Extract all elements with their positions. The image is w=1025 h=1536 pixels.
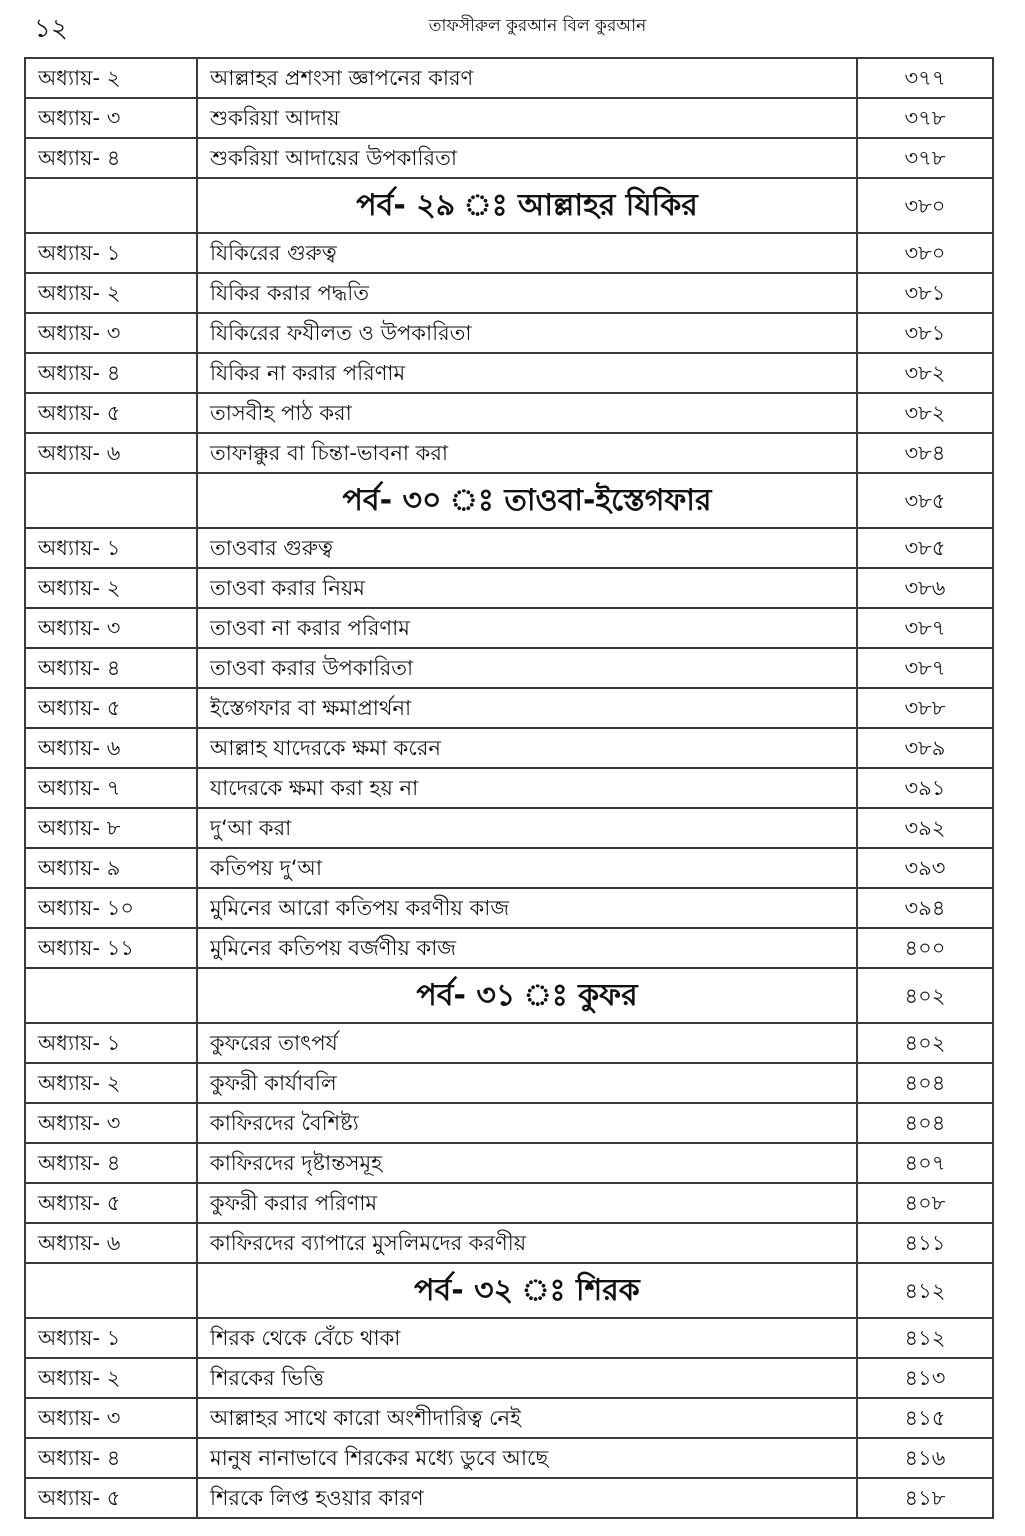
toc-chapter-row [25, 313, 993, 353]
chapter-title: মানুষ নানাভাবে শিরকের মধ্যে ডুবে আছে [197, 1438, 857, 1478]
toc-chapter-row [25, 808, 993, 848]
chapter-label [25, 178, 197, 233]
page-number-cell: ৪০৭ [857, 1143, 993, 1183]
chapter-title: কুফরী করার পরিণাম [197, 1183, 857, 1223]
chapter-label [25, 968, 197, 1023]
toc-chapter-row [25, 353, 993, 393]
part-title: পর্ব- ৩০ ঃ তাওবা-ইস্তেগফার [197, 473, 857, 528]
chapter-label: অধ্যায়- ৮ [25, 808, 197, 848]
toc-body [25, 58, 993, 1518]
chapter-label: অধ্যায়- ৩ [25, 608, 197, 648]
page-number-cell: ৩৮৫ [857, 473, 993, 528]
chapter-label: অধ্যায়- ৬ [25, 728, 197, 768]
page-number-cell: ৩৮৪ [857, 433, 993, 473]
toc-chapter-row [25, 1063, 993, 1103]
chapter-title: শিরকের ভিত্তি [197, 1358, 857, 1398]
chapter-label: অধ্যায়- ৩ [25, 1103, 197, 1143]
page-number-cell: ৪১৩ [857, 1358, 993, 1398]
toc-chapter-row [25, 1398, 993, 1438]
chapter-label: অধ্যায়- ৬ [25, 433, 197, 473]
page-number-cell: ৪০২ [857, 968, 993, 1023]
toc-chapter-row [25, 1103, 993, 1143]
toc-chapter-row [25, 1223, 993, 1263]
page-number-cell: ৩৮৬ [857, 568, 993, 608]
toc-chapter-row [25, 233, 993, 273]
page-number-cell: ৩৮৭ [857, 648, 993, 688]
chapter-label: অধ্যায়- ২ [25, 58, 197, 98]
toc-chapter-row [25, 1318, 993, 1358]
chapter-title: শিরক থেকে বেঁচে থাকা [197, 1318, 857, 1358]
chapter-title: তাসবীহ পাঠ করা [197, 393, 857, 433]
page-number-cell: ৪১২ [857, 1318, 993, 1358]
chapter-label: অধ্যায়- ৫ [25, 1478, 197, 1518]
chapter-title: যিকিরের ফযীলত ও উপকারিতা [197, 313, 857, 353]
page-number-cell: ৪০৪ [857, 1103, 993, 1143]
chapter-label: অধ্যায়- ১ [25, 233, 197, 273]
toc-chapter-row [25, 568, 993, 608]
page-number-cell: ৪১২ [857, 1263, 993, 1318]
chapter-title: দু‘আ করা [197, 808, 857, 848]
toc-chapter-row [25, 1438, 993, 1478]
chapter-label: অধ্যায়- ৪ [25, 1438, 197, 1478]
chapter-label: অধ্যায়- ৫ [25, 688, 197, 728]
toc-part-row [25, 1263, 993, 1318]
page-number-cell: ৪০৮ [857, 1183, 993, 1223]
toc-chapter-row [25, 888, 993, 928]
table-of-contents [24, 57, 994, 1519]
chapter-title: যাদেরকে ক্ষমা করা হয় না [197, 768, 857, 808]
chapter-title: কতিপয় দু‘আ [197, 848, 857, 888]
part-title: পর্ব- ৩২ ঃ শিরক [197, 1263, 857, 1318]
page-number-cell: ৩৮২ [857, 353, 993, 393]
toc-chapter-row [25, 98, 993, 138]
chapter-label: অধ্যায়- ১ [25, 1318, 197, 1358]
toc-part-row [25, 178, 993, 233]
page-number-cell: ৩৮৮ [857, 688, 993, 728]
chapter-label: অধ্যায়- ৫ [25, 1183, 197, 1223]
chapter-title: কাফিরদের দৃষ্টান্তসমূহ [197, 1143, 857, 1183]
page-number-cell: ৩৭৮ [857, 98, 993, 138]
chapter-label: অধ্যায়- ১০ [25, 888, 197, 928]
page-number-cell: ৩৮৭ [857, 608, 993, 648]
chapter-label: অধ্যায়- ৪ [25, 1143, 197, 1183]
chapter-title: তাওবা করার নিয়ম [197, 568, 857, 608]
page-number-cell: ৩৮৫ [857, 528, 993, 568]
chapter-label: অধ্যায়- ৩ [25, 1398, 197, 1438]
toc-chapter-row [25, 433, 993, 473]
toc-chapter-row [25, 1183, 993, 1223]
chapter-label: অধ্যায়- ৩ [25, 313, 197, 353]
chapter-label: অধ্যায়- ২ [25, 1358, 197, 1398]
chapter-title: ইস্তেগফার বা ক্ষমাপ্রার্থনা [197, 688, 857, 728]
chapter-title: তাওবা করার উপকারিতা [197, 648, 857, 688]
chapter-label: অধ্যায়- ২ [25, 568, 197, 608]
toc-chapter-row [25, 688, 993, 728]
toc-part-row [25, 473, 993, 528]
page-number-cell: ৩৯৩ [857, 848, 993, 888]
part-title: পর্ব- ৩১ ঃ কুফর [197, 968, 857, 1023]
chapter-title: কুফরের তাৎপর্য [197, 1023, 857, 1063]
running-header-book-title: তাফসীরুল কুরআন বিল কুরআন [428, 16, 647, 36]
toc-chapter-row [25, 848, 993, 888]
chapter-title: যিকিরের গুরুত্ব [197, 233, 857, 273]
toc-chapter-row [25, 928, 993, 968]
part-title: পর্ব- ২৯ ঃ আল্লাহর যিকির [197, 178, 857, 233]
toc-chapter-row [25, 1358, 993, 1398]
chapter-label: অধ্যায়- ৭ [25, 768, 197, 808]
page-number-cell: ৩৯৪ [857, 888, 993, 928]
chapter-label: অধ্যায়- ৯ [25, 848, 197, 888]
chapter-title: কাফিরদের ব্যাপারে মুসলিমদের করণীয় [197, 1223, 857, 1263]
toc-chapter-row [25, 728, 993, 768]
toc-chapter-row [25, 1143, 993, 1183]
chapter-title: শিরকে লিপ্ত হওয়ার কারণ [197, 1478, 857, 1518]
page-number-cell: ৩৮৯ [857, 728, 993, 768]
chapter-title: কুফরী কার্যাবলি [197, 1063, 857, 1103]
chapter-label: অধ্যায়- ৪ [25, 138, 197, 178]
chapter-title: আল্লাহ যাদেরকে ক্ষমা করেন [197, 728, 857, 768]
toc-chapter-row [25, 608, 993, 648]
page-number-cell: ৪১৫ [857, 1398, 993, 1438]
chapter-label: অধ্যায়- ৬ [25, 1223, 197, 1263]
chapter-label: অধ্যায়- ৪ [25, 648, 197, 688]
page-number-cell: ৪১৬ [857, 1438, 993, 1478]
page-number-cell: ৪১৮ [857, 1478, 993, 1518]
page-number-cell: ৩৮০ [857, 178, 993, 233]
toc-chapter-row [25, 528, 993, 568]
chapter-label: অধ্যায়- ১১ [25, 928, 197, 968]
page-number: ১২ [34, 14, 68, 44]
toc-chapter-row [25, 273, 993, 313]
chapter-label: অধ্যায়- ১ [25, 528, 197, 568]
page-number-cell: ৪০৪ [857, 1063, 993, 1103]
toc-chapter-row [25, 648, 993, 688]
toc-part-row [25, 968, 993, 1023]
chapter-title: তাওবা না করার পরিণাম [197, 608, 857, 648]
chapter-title: মুমিনের কতিপয় বর্জণীয় কাজ [197, 928, 857, 968]
chapter-title: কাফিরদের বৈশিষ্ট্য [197, 1103, 857, 1143]
toc-chapter-row [25, 1478, 993, 1518]
chapter-title: তাফাক্কুর বা চিন্তা-ভাবনা করা [197, 433, 857, 473]
toc-chapter-row [25, 393, 993, 433]
chapter-title: তাওবার গুরুত্ব [197, 528, 857, 568]
page-number-cell: ৩৯১ [857, 768, 993, 808]
chapter-label: অধ্যায়- ৫ [25, 393, 197, 433]
page-number-cell: ৩৮১ [857, 313, 993, 353]
page-number-cell: ৩৯২ [857, 808, 993, 848]
page-number-cell: ৩৮০ [857, 233, 993, 273]
page-number-cell: ৪০০ [857, 928, 993, 968]
chapter-label: অধ্যায়- ২ [25, 1063, 197, 1103]
page-number-cell: ৩৮২ [857, 393, 993, 433]
toc-chapter-row [25, 58, 993, 98]
page-number-cell: ৩৭৮ [857, 138, 993, 178]
toc-chapter-row [25, 138, 993, 178]
chapter-label [25, 1263, 197, 1318]
chapter-title: শুকরিয়া আদায়ের উপকারিতা [197, 138, 857, 178]
toc-chapter-row [25, 1023, 993, 1063]
page-number-cell: ৩৭৭ [857, 58, 993, 98]
chapter-label [25, 473, 197, 528]
page-number-cell: ৪০২ [857, 1023, 993, 1063]
chapter-title: মুমিনের আরো কতিপয় করণীয় কাজ [197, 888, 857, 928]
page-number-cell: ৪১১ [857, 1223, 993, 1263]
toc-chapter-row [25, 768, 993, 808]
chapter-label: অধ্যায়- ৪ [25, 353, 197, 393]
page-number-cell: ৩৮১ [857, 273, 993, 313]
chapter-title: আল্লাহর সাথে কারো অংশীদারিত্ব নেই [197, 1398, 857, 1438]
chapter-title: যিকির না করার পরিণাম [197, 353, 857, 393]
chapter-label: অধ্যায়- ২ [25, 273, 197, 313]
chapter-title: আল্লাহর প্রশংসা জ্ঞাপনের কারণ [197, 58, 857, 98]
chapter-label: অধ্যায়- ১ [25, 1023, 197, 1063]
chapter-label: অধ্যায়- ৩ [25, 98, 197, 138]
chapter-title: যিকির করার পদ্ধতি [197, 273, 857, 313]
chapter-title: শুকরিয়া আদায় [197, 98, 857, 138]
